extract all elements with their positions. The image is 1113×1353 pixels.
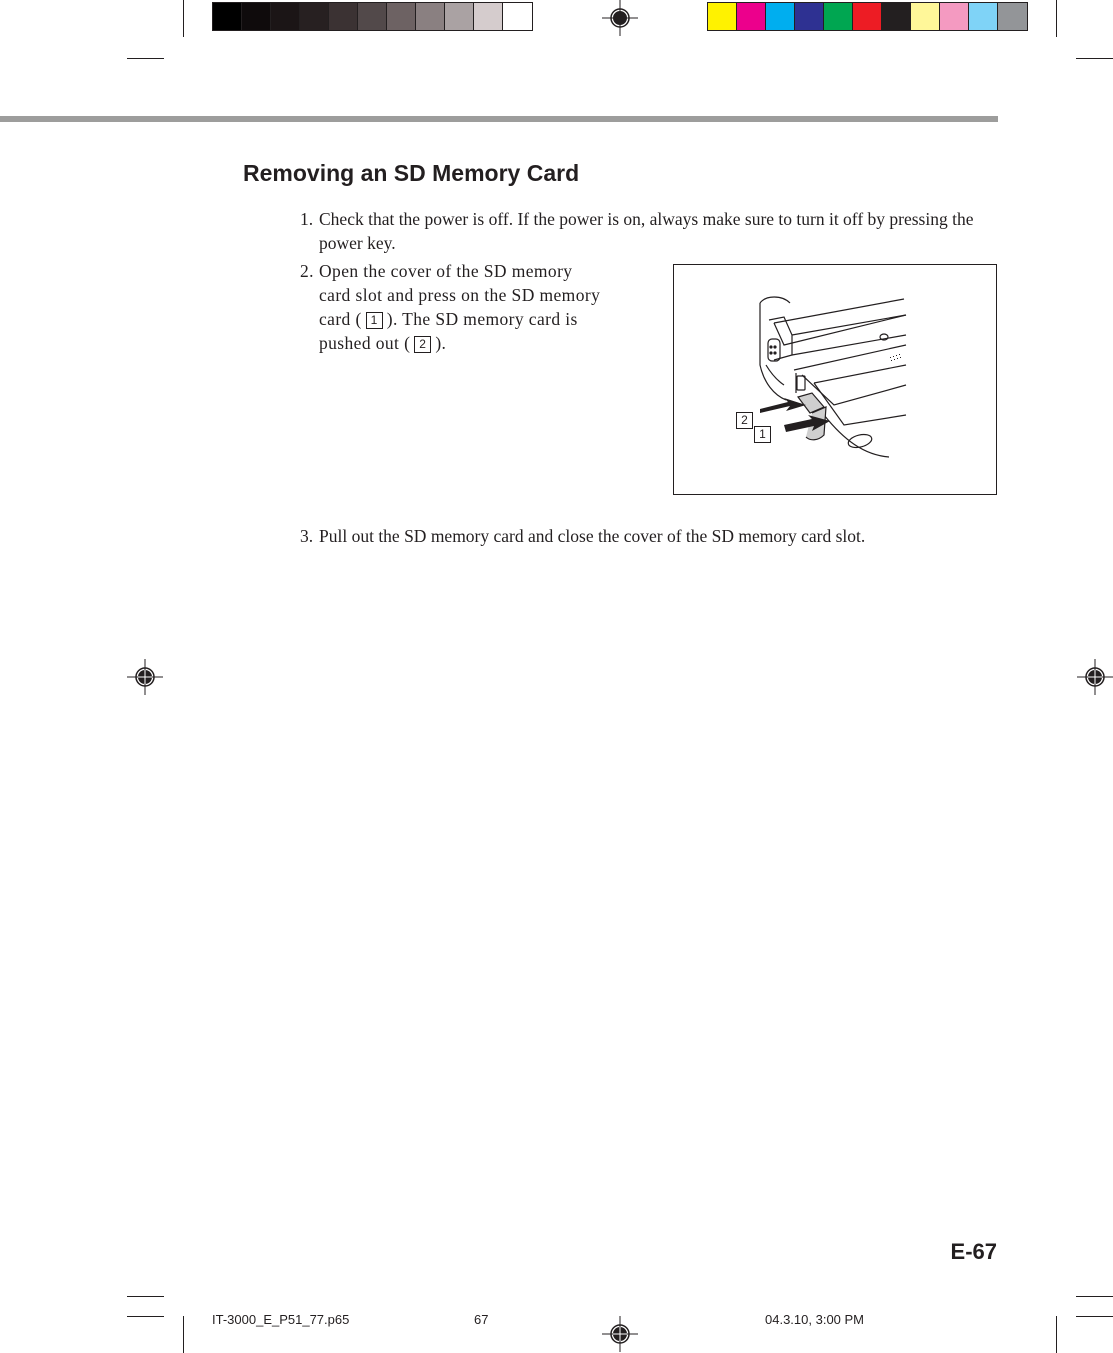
crop-mark-bottom-right-v [1056, 1316, 1057, 1353]
gray-calibration-bar [212, 2, 533, 31]
slug-page: 67 [474, 1312, 489, 1327]
page-number: E-67 [950, 1239, 997, 1264]
gray-swatch-7 [387, 3, 416, 30]
header-rule [0, 116, 998, 122]
crop-mark-bottom-left-v [183, 1316, 184, 1353]
gray-swatch-1 [213, 3, 242, 30]
gray-swatch-5 [329, 3, 358, 30]
device-drawing [674, 265, 996, 494]
step-2 [300, 259, 660, 355]
gray-swatch-4 [300, 3, 329, 30]
color-swatch-10 [969, 3, 998, 30]
callout-2-marker: 2 [414, 336, 431, 353]
registration-mark-right [1077, 659, 1113, 695]
step-1 [300, 207, 980, 255]
gray-swatch-3 [271, 3, 300, 30]
figure-label-1: 1 [754, 426, 771, 443]
slug-date: 04.3.10, 3:00 PM [765, 1312, 865, 1327]
registration-mark-left [127, 659, 163, 695]
gray-swatch-11 [503, 3, 532, 30]
step-2-number: 2. [300, 261, 314, 281]
color-swatch-6 [853, 3, 882, 30]
gray-swatch-9 [445, 3, 474, 30]
gray-swatch-8 [416, 3, 445, 30]
section-heading: Removing an SD Memory Card [243, 160, 580, 186]
color-swatch-1 [708, 3, 737, 30]
color-swatch-4 [795, 3, 824, 30]
gray-swatch-6 [358, 3, 387, 30]
sd-card-illustration [673, 264, 997, 495]
step-2-line-3: card ( 1 ). The SD memory card is [319, 309, 578, 329]
step-1-number: 1. [300, 209, 314, 229]
step-2-line-4: pushed out ( 2 ). [319, 333, 447, 353]
color-swatch-7 [882, 3, 911, 30]
crop-mark-top-left-h [127, 58, 164, 59]
slug-file-name: IT-3000_E_P51_77.p65 [212, 1312, 350, 1327]
step-3 [300, 524, 1000, 548]
gray-swatch-2 [242, 3, 271, 30]
callout-1-marker: 1 [366, 312, 383, 329]
color-swatch-11 [998, 3, 1027, 30]
step-2-line-2: card slot and press on the SD memory [319, 285, 601, 305]
registration-mark-top [602, 0, 638, 36]
crop-mark-bottom-left-h2 [127, 1316, 164, 1317]
step-1-text: Check that the power is off. If the power is on, always make sure to turn it off by pressing the power key. [319, 209, 974, 253]
step-3-number: 3. [300, 526, 314, 546]
crop-mark-top-right-h [1076, 58, 1113, 59]
color-swatch-2 [737, 3, 766, 30]
color-swatch-3 [766, 3, 795, 30]
color-swatch-8 [911, 3, 940, 30]
crop-mark-bottom-right-h2 [1076, 1316, 1113, 1317]
crop-mark-bottom-right-h [1076, 1296, 1113, 1297]
figure-label-2: 2 [736, 412, 753, 429]
crop-mark-top-left-v [183, 0, 184, 37]
gray-swatch-10 [474, 3, 503, 30]
color-swatch-5 [824, 3, 853, 30]
color-calibration-bar [707, 2, 1028, 31]
eject-arrow-icon [760, 398, 806, 413]
step-2-line-1: Open the cover of the SD memory [319, 261, 573, 281]
color-swatch-9 [940, 3, 969, 30]
registration-mark-bottom [602, 1316, 638, 1352]
step-3-text: Pull out the SD memory card and close the cover of the SD memory card slot. [319, 526, 866, 546]
crop-mark-bottom-left-h [127, 1296, 164, 1297]
crop-mark-top-right-v [1056, 0, 1057, 37]
